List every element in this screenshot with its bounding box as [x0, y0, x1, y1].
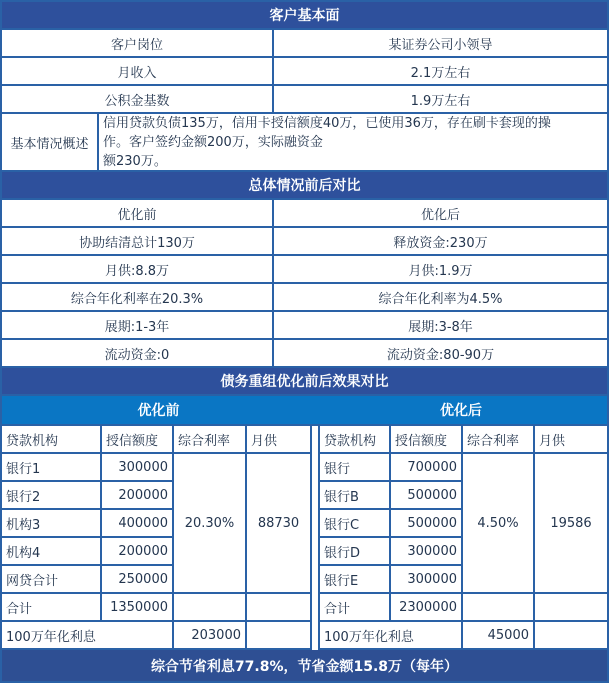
section-header-overall-comparison [2, 172, 607, 200]
row-label: 月收入 [2, 58, 274, 84]
lender-name: 机构3 [2, 510, 102, 538]
credit-amount: 300000 [391, 538, 463, 566]
lender-name: 银行D [320, 538, 391, 566]
row-label: 公积金基数 [2, 86, 274, 112]
after-band-label: 优化后 [440, 403, 482, 419]
overview-label: 基本情况概述 [2, 114, 99, 170]
before-cell: 协助结清总计130万 [2, 228, 274, 254]
lender-name: 银行2 [2, 482, 102, 510]
total-label: 合计 [320, 594, 391, 622]
savings-summary-bar [2, 650, 607, 681]
column-header: 月供 [247, 426, 312, 454]
credit-amount: 400000 [102, 510, 174, 538]
column-header: 贷款机构 [320, 426, 391, 454]
section-header-restructuring-effect [2, 368, 607, 396]
interest-label: 100万年化利息 [2, 622, 174, 650]
combined-rate: 20.30% [174, 454, 247, 594]
row-value: 某证券公司小领导 [388, 37, 493, 53]
credit-amount: 500000 [391, 510, 463, 538]
comparison-row [2, 256, 607, 284]
after-cell: 优化后 [420, 207, 460, 223]
section-title: 客户基本面 [269, 8, 340, 24]
empty-cell [535, 622, 607, 650]
overview-text [99, 114, 607, 170]
section-title: 总体情况前后对比 [248, 178, 361, 194]
credit-amount: 700000 [391, 454, 463, 482]
comparison-row [2, 340, 607, 368]
table-row [2, 30, 607, 58]
lender-name: 银行E [320, 566, 391, 594]
after-cell: 综合年化利率为4.5% [378, 291, 503, 307]
total-amount: 2300000 [391, 594, 463, 622]
empty-cell [247, 622, 312, 650]
credit-amount: 300000 [391, 566, 463, 594]
column-header: 贷款机构 [2, 426, 102, 454]
lender-name: 银行C [320, 510, 391, 538]
lender-name: 银行B [320, 482, 391, 510]
column-header: 综合利率 [463, 426, 535, 454]
credit-amount: 300000 [102, 454, 174, 482]
before-cell: 综合年化利率在20.3% [2, 284, 274, 310]
row-value: 2.1万左右 [410, 65, 471, 81]
interest-label: 100万年化利息 [320, 622, 463, 650]
monthly-payment: 19586 [535, 454, 607, 594]
row-label: 客户岗位 [2, 30, 274, 56]
column-header: 综合利率 [174, 426, 247, 454]
interest-amount: 203000 [174, 622, 247, 650]
overview-line: 作。客户签约金额200万，实际融资金 [103, 134, 323, 150]
before-band-label: 优化前 [137, 403, 180, 419]
overview-row [2, 114, 607, 172]
lender-name: 机构4 [2, 538, 102, 566]
after-cell: 月供:1.9万 [408, 263, 473, 279]
empty-cell [247, 594, 312, 622]
combined-rate: 4.50% [463, 454, 535, 594]
table-row [2, 86, 607, 114]
detail-tables [2, 426, 607, 650]
interest-amount: 45000 [463, 622, 535, 650]
lender-name: 网贷合计 [2, 566, 102, 594]
comparison-row [2, 284, 607, 312]
credit-amount: 250000 [102, 566, 174, 594]
comparison-row [2, 312, 607, 340]
credit-amount: 500000 [391, 482, 463, 510]
comparison-row [2, 228, 607, 256]
before-table [2, 426, 312, 650]
column-header: 授信额度 [102, 426, 174, 454]
credit-amount: 200000 [102, 538, 174, 566]
comparison-row [2, 200, 607, 228]
lender-name: 银行 [320, 454, 391, 482]
overview-line: 额230万。 [103, 153, 167, 169]
column-header: 月供 [535, 426, 607, 454]
monthly-payment: 88730 [247, 454, 312, 594]
before-cell: 月供:8.8万 [2, 256, 274, 282]
credit-amount: 200000 [102, 482, 174, 510]
section-title: 债务重组优化前后效果对比 [220, 374, 389, 390]
empty-cell [463, 594, 535, 622]
after-cell: 流动资金:80-90万 [386, 347, 495, 363]
column-header: 授信额度 [391, 426, 463, 454]
after-table [318, 426, 607, 650]
row-value: 1.9万左右 [410, 93, 471, 109]
total-amount: 1350000 [102, 594, 174, 622]
overview-line: 信用贷款负债135万，信用卡授信额度40万，已使用36万，存在刷卡套现的操 [103, 115, 551, 131]
savings-summary-text: 综合节省利息77.8%，节省金额15.8万（每年） [150, 658, 459, 675]
table-row [2, 58, 607, 86]
after-cell: 展期:3-8年 [408, 319, 473, 335]
before-after-band [2, 396, 607, 426]
empty-cell [174, 594, 247, 622]
section-header-customer-profile [2, 2, 607, 30]
before-cell: 优化前 [2, 200, 274, 226]
lender-name: 银行1 [2, 454, 102, 482]
empty-cell [535, 594, 607, 622]
total-label: 合计 [2, 594, 102, 622]
before-cell: 流动资金:0 [2, 340, 274, 366]
after-cell: 释放资金:230万 [393, 235, 488, 251]
before-cell: 展期:1-3年 [2, 312, 274, 338]
